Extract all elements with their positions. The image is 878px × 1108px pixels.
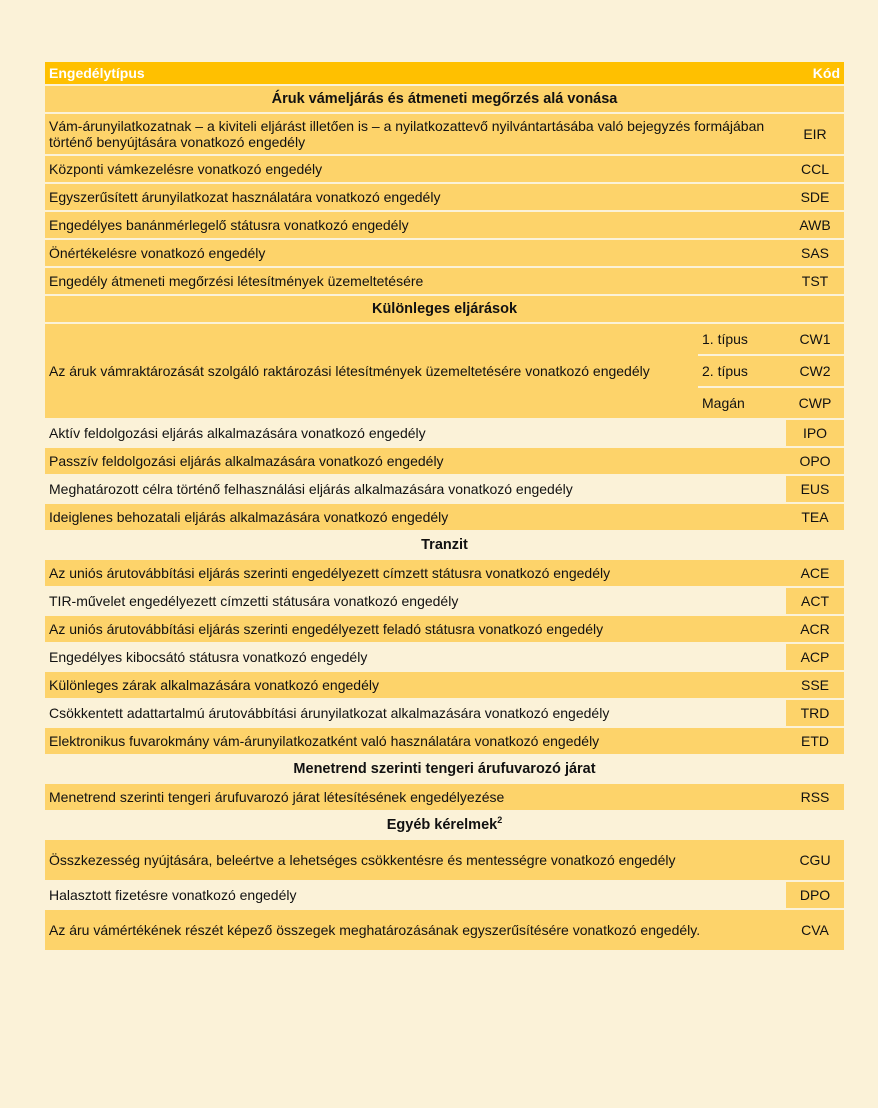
table-row (45, 212, 844, 238)
permit-code: CWP (798, 395, 832, 411)
table-row (45, 700, 844, 726)
permit-label: Vám-árunyilatkozatnak – a kiviteli eljárást illetően is – a nyilatkozattevő nyilvántartásába való bejegyzés formájában történő benyújtására vonatkozó engedély (49, 118, 765, 150)
permit-label: Az uniós árutovábbítási eljárás szerinti engedélyezett feladó státusra vonatkozó engedély (49, 621, 604, 637)
section-title: Áruk vámeljárás és átmeneti megőrzés alá vonása (271, 91, 618, 107)
table-row (45, 324, 844, 354)
table-row (45, 448, 844, 474)
permit-code: CW1 (799, 331, 831, 347)
permit-label: Egyszerűsített árunyilatkozat használatára vonatkozó engedély (49, 189, 441, 205)
permit-label: Menetrend szerinti tengeri árufuvarozó járat létesítésének engedélyezése (49, 789, 505, 805)
permit-subtype: 1. típus (702, 331, 748, 347)
permit-label: Az áruk vámraktározását szolgáló raktározási létesítmények üzemeltetésére vonatkozó engedély (49, 363, 650, 379)
section-header (45, 296, 844, 322)
permit-code: ACT (786, 588, 844, 614)
permit-code: DPO (786, 882, 844, 908)
permit-code: EUS (786, 476, 844, 502)
section-title: Tranzit (421, 537, 468, 553)
table-row (45, 644, 844, 670)
permit-label: Engedély átmeneti megőrzési létesítmények üzemeltetésére (49, 273, 424, 289)
permit-code: SAS (800, 245, 829, 261)
permit-label: Ideiglenes behozatali eljárás alkalmazására vonatkozó engedély (49, 509, 449, 525)
section-title: Különleges eljárások (371, 301, 518, 317)
permit-types-table (45, 60, 844, 952)
permit-code: CW2 (799, 363, 831, 379)
section-header (45, 756, 844, 782)
permit-code: ACP (786, 644, 844, 670)
permit-label: Különleges zárak alkalmazására vonatkozó engedély (49, 677, 379, 693)
permit-code: EIR (803, 126, 827, 142)
permit-label: Engedélyes kibocsátó státusra vonatkozó engedély (49, 649, 368, 665)
permit-label: Engedélyes banánmérlegelő státusra vonatkozó engedély (49, 217, 409, 233)
permit-label: Csökkentett adattartalmú árutovábbítási árunyilatkozat alkalmazására vonatkozó engedély (49, 705, 610, 721)
permit-label: Önértékelésre vonatkozó engedély (49, 245, 266, 261)
permit-code: CVA (801, 922, 829, 938)
permit-code: RSS (800, 789, 830, 805)
permit-code: ACE (800, 565, 830, 581)
section-header (45, 86, 844, 112)
section-title: Menetrend szerinti tengeri árufuvarozó járat (293, 761, 596, 777)
table-row (45, 114, 844, 154)
table-row (45, 728, 844, 754)
permit-code: OPO (799, 453, 831, 469)
table-header (45, 62, 844, 84)
permit-code: TRD (786, 700, 844, 726)
permit-code: ETD (801, 733, 829, 749)
section-title: Egyéb kérelmek (386, 817, 498, 833)
table-row (45, 840, 844, 880)
permit-label: Az uniós árutovábbítási eljárás szerinti engedélyezett címzett státusra vonatkozó engedély (49, 565, 611, 581)
header-type: Engedélytípus (49, 65, 145, 81)
permit-code: CGU (799, 852, 831, 868)
section-header (45, 532, 844, 558)
table-row (45, 672, 844, 698)
table-row (45, 156, 844, 182)
table-row (45, 268, 844, 294)
table-row (45, 476, 844, 502)
permit-label: TIR-művelet engedélyezett címzetti státusára vonatkozó engedély (49, 593, 459, 609)
permit-label: Elektronikus fuvarokmány vám-árunyilatkozatként való használatára vonatkozó engedély (49, 733, 600, 749)
permit-code: TST (801, 273, 829, 289)
header-code: Kód (812, 65, 840, 81)
permit-code: SDE (800, 189, 830, 205)
table-row (45, 560, 844, 586)
permit-subtype: 2. típus (702, 363, 748, 379)
permit-label: Passzív feldolgozási eljárás alkalmazására vonatkozó engedély (49, 453, 444, 469)
section-header (45, 812, 844, 838)
permit-label: Az áru vámértékének részét képező összegek meghatározásának egyszerűsítésére vonatkozó engedély. (49, 922, 701, 938)
table-row (45, 184, 844, 210)
permit-code: ACR (800, 621, 830, 637)
section-title-cell (45, 812, 844, 838)
permit-code: SSE (800, 677, 829, 693)
table-row (45, 784, 844, 810)
table-row (45, 420, 844, 446)
table-row (45, 504, 844, 530)
table-row (45, 882, 844, 908)
permit-label: Összkezesség nyújtására, beleértve a lehetséges csökkentésre és mentességre vonatkozó engedély (49, 852, 676, 868)
permit-code: CCL (800, 161, 829, 177)
permit-code: IPO (786, 420, 844, 446)
table-row (45, 240, 844, 266)
permit-subtype: Magán (702, 395, 745, 411)
permit-label: Aktív feldolgozási eljárás alkalmazására vonatkozó engedély (49, 425, 426, 441)
permit-code: TEA (801, 509, 829, 525)
permit-label: Központi vámkezelésre vonatkozó engedély (49, 161, 323, 177)
table-row (45, 910, 844, 950)
permit-code: AWB (799, 217, 831, 233)
table-row (45, 588, 844, 614)
permit-label: Halasztott fizetésre vonatkozó engedély (49, 887, 297, 903)
table-row (45, 616, 844, 642)
footnote-marker: 2 (497, 815, 503, 826)
permit-label: Meghatározott célra történő felhasználási eljárás alkalmazására vonatkozó engedély (49, 481, 573, 497)
